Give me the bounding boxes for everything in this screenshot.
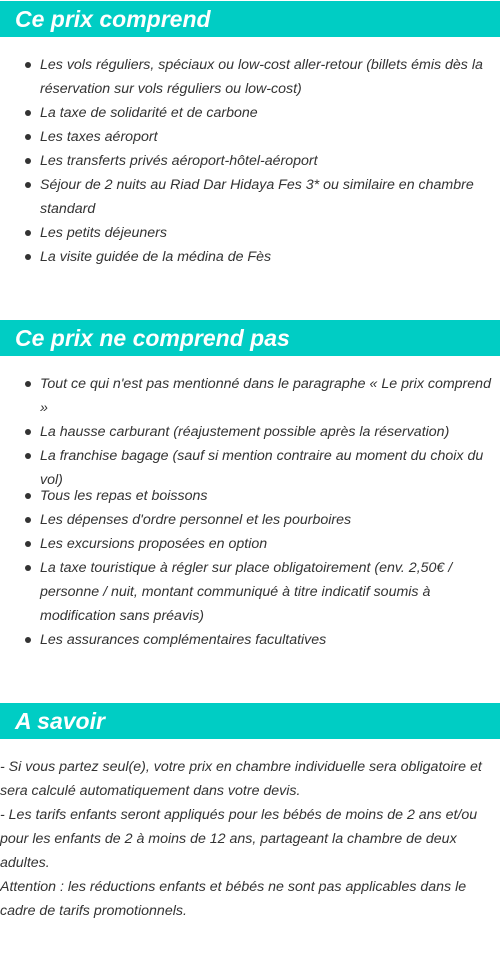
list-item-text: Séjour de 2 nuits au Riad Dar Hidaya Fes 3* ou similaire en chambre standard: [40, 177, 474, 217]
bullet-icon: [25, 637, 31, 643]
to-know-paragraph: - Si vous partez seul(e), votre prix en chambre individuelle sera obligatoire et sera calculé automatiquement dans votre devis.: [0, 759, 482, 799]
bullet-icon: [25, 182, 31, 188]
list-item: [0, 508, 500, 532]
list-item: [0, 556, 500, 628]
list-item: [0, 420, 500, 444]
list-item-text: Les petits déjeuners: [40, 225, 167, 241]
list-item: [0, 484, 500, 508]
bullet-icon: [25, 381, 31, 387]
list-item-text: La taxe touristique à régler sur place obligatoirement (env. 2,50€ / personne / nuit, montant communiqué à titre indicatif soumis à modification sans préavis): [40, 560, 453, 624]
list-item: [0, 101, 500, 125]
included-section-title: Ce prix comprend: [0, 1, 500, 37]
list-item-text: La franchise bagage (sauf si mention contraire au moment du choix du vol): [40, 448, 484, 488]
bullet-icon: [25, 254, 31, 260]
list-item-text: Tout ce qui n'est pas mentionné dans le paragraphe « Le prix comprend »: [40, 376, 491, 416]
list-item-text: Les dépenses d'ordre personnel et les pourboires: [40, 512, 352, 528]
bullet-icon: [25, 158, 31, 164]
bullet-icon: [25, 134, 31, 140]
list-item: [0, 372, 500, 420]
bullet-icon: [25, 565, 31, 571]
list-item-text: Les taxes aéroport: [40, 129, 158, 145]
to-know-section-title: A savoir: [0, 703, 500, 739]
list-item: [0, 173, 500, 221]
to-know-paragraph: Attention : les réductions enfants et bébés ne sont pas applicables dans le cadre de tarifs promotionnels.: [0, 879, 467, 919]
bullet-icon: [25, 517, 31, 523]
list-item-text: La hausse carburant (réajustement possible après la réservation): [40, 424, 450, 440]
list-item-text: Tous les repas et boissons: [40, 488, 208, 504]
list-item-text: La taxe de solidarité et de carbone: [40, 105, 258, 121]
list-item: [0, 245, 500, 269]
bullet-icon: [25, 429, 31, 435]
to-know-text: [0, 755, 500, 923]
to-know-paragraph: - Les tarifs enfants seront appliqués pour les bébés de moins de 2 ans et/ou pour les enfants de 2 à moins de 12 ans, partageant la chambre de deux adultes.: [0, 807, 478, 871]
list-item: [0, 628, 500, 652]
list-item-text: Les assurances complémentaires facultatives: [40, 632, 327, 648]
list-item-text: Les excursions proposées en option: [40, 536, 268, 552]
list-item: [0, 149, 500, 173]
not-included-list-continued: [0, 484, 500, 652]
not-included-list: [0, 372, 500, 492]
list-item-text: Les transferts privés aéroport-hôtel-aéroport: [40, 153, 318, 169]
bullet-icon: [25, 62, 31, 68]
list-item: [0, 221, 500, 245]
list-item-text: La visite guidée de la médina de Fès: [40, 249, 272, 265]
bullet-icon: [25, 541, 31, 547]
list-item: [0, 125, 500, 149]
bullet-icon: [25, 110, 31, 116]
list-item: [0, 532, 500, 556]
bullet-icon: [25, 230, 31, 236]
not-included-section-title: Ce prix ne comprend pas: [0, 320, 500, 356]
bullet-icon: [25, 453, 31, 459]
list-item: [0, 53, 500, 101]
included-list: [0, 53, 500, 269]
list-item-text: Les vols réguliers, spéciaux ou low-cost aller-retour (billets émis dès la réservation sur vols réguliers ou low-cost): [40, 57, 483, 97]
bullet-icon: [25, 493, 31, 499]
